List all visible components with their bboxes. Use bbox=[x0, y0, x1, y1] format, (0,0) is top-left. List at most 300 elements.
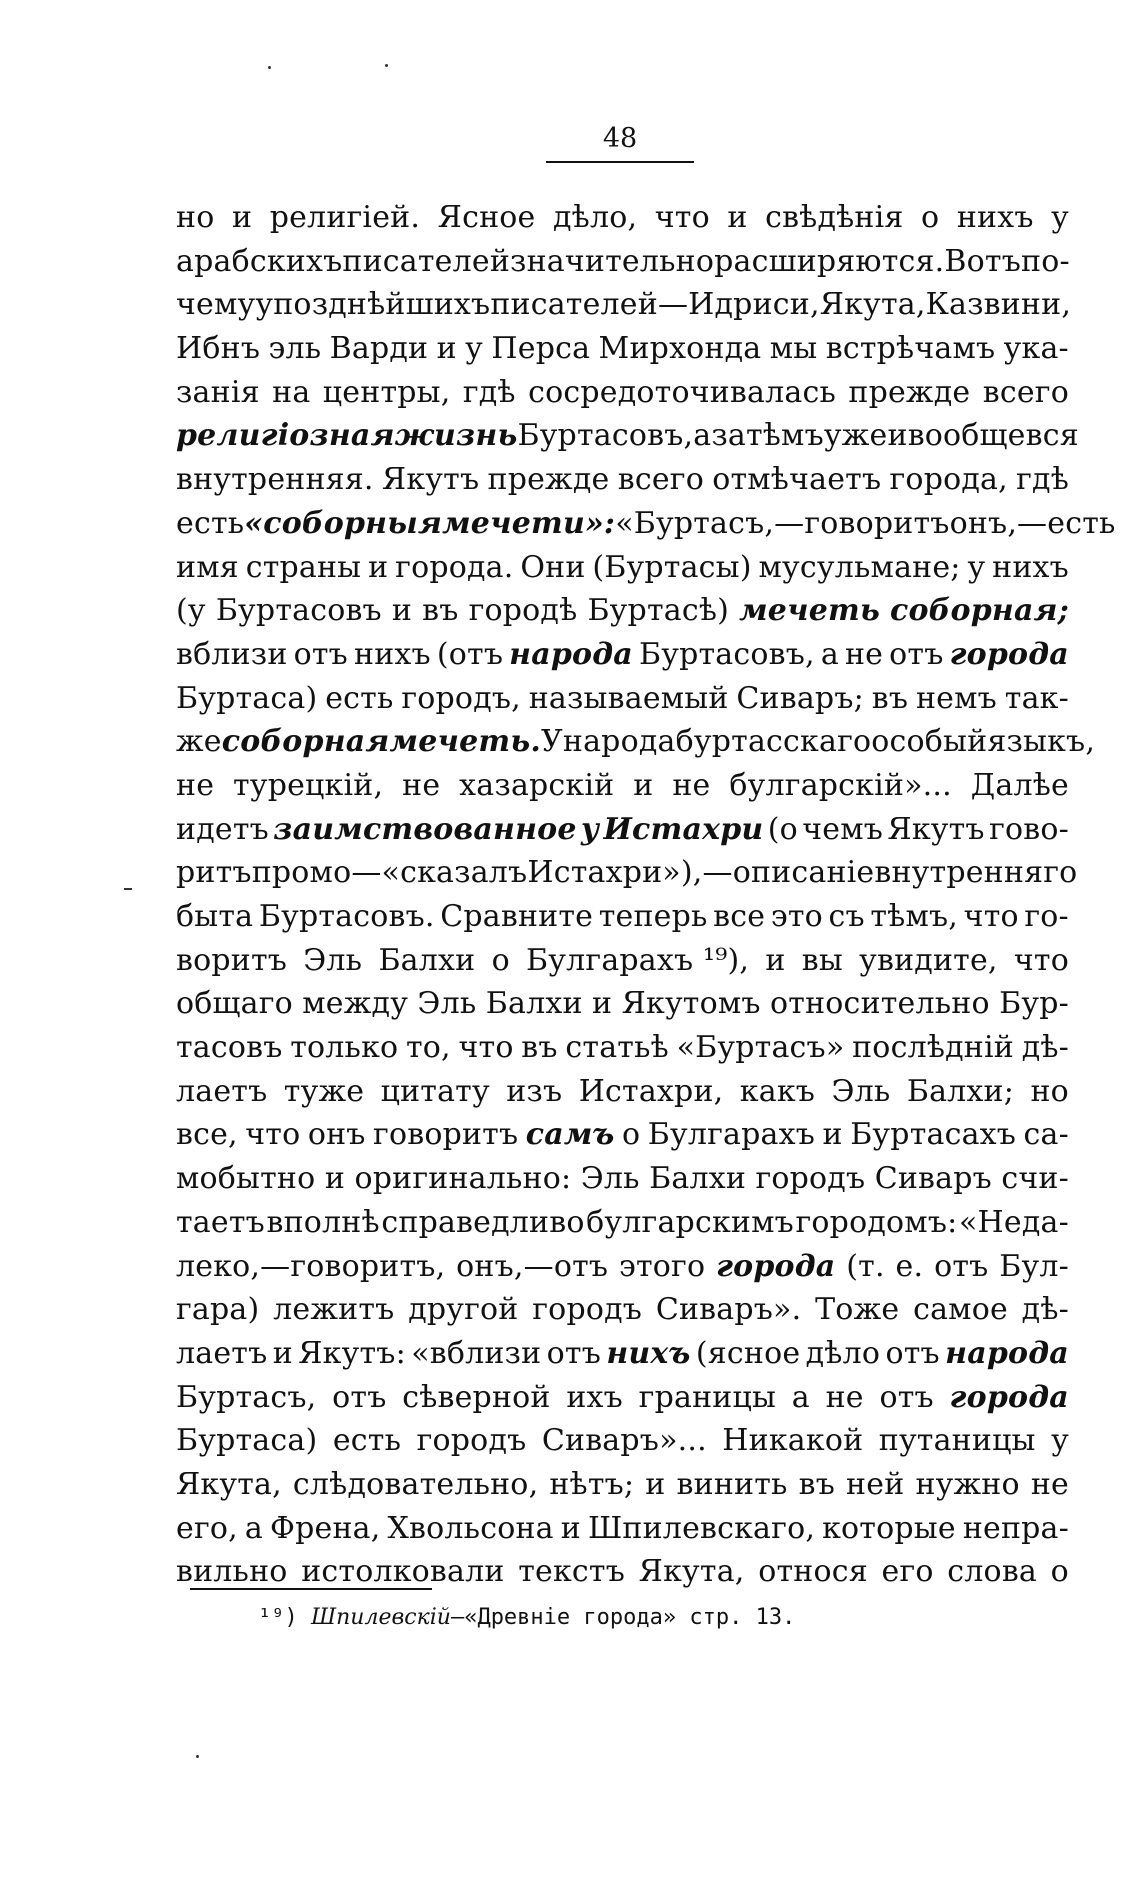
word: оригинально: bbox=[354, 1161, 572, 1197]
word: а bbox=[820, 636, 839, 672]
word: (т. bbox=[846, 1248, 885, 1284]
word: (Буртасы) bbox=[592, 549, 752, 585]
word: у bbox=[1051, 1423, 1069, 1459]
word: туже bbox=[283, 1073, 365, 1109]
word: Шпилевскаго, bbox=[587, 1510, 816, 1546]
word: и bbox=[887, 418, 908, 454]
word: ней bbox=[846, 1466, 905, 1502]
word: не bbox=[176, 767, 215, 803]
text-line bbox=[176, 371, 1069, 415]
word: У bbox=[541, 724, 563, 760]
word: Булгарахъ ¹⁹), bbox=[526, 942, 750, 978]
word: (отъ bbox=[436, 636, 504, 672]
word: есть bbox=[176, 505, 245, 541]
word: воритъ bbox=[176, 942, 288, 978]
word: имя bbox=[176, 549, 239, 585]
word: а bbox=[791, 1379, 810, 1415]
word: то, bbox=[406, 1030, 451, 1066]
word: а bbox=[244, 1510, 263, 1546]
word: у bbox=[255, 287, 274, 323]
word: хазарскiй bbox=[459, 767, 615, 803]
word: чему bbox=[176, 287, 256, 323]
page-speck bbox=[124, 888, 132, 890]
word: идетъ bbox=[176, 811, 269, 847]
text-line bbox=[176, 1288, 1069, 1332]
word: не bbox=[825, 1379, 864, 1415]
emphasized-word: мечеть bbox=[739, 593, 880, 629]
word: городомъ: bbox=[795, 1204, 958, 1240]
word: и bbox=[822, 1117, 843, 1153]
word: Буртасовъ bbox=[215, 593, 382, 629]
word: Вотъ bbox=[944, 243, 1021, 279]
text-line bbox=[176, 1332, 1069, 1376]
word: народа bbox=[562, 724, 676, 760]
word: изъ bbox=[506, 1073, 563, 1109]
emphasized-word: «соборныя bbox=[244, 505, 443, 541]
page-speck bbox=[268, 66, 271, 69]
emphasized-word: жизнь bbox=[394, 418, 518, 454]
word: Никакой bbox=[722, 1423, 864, 1459]
word: называемый bbox=[528, 680, 729, 716]
word: счи- bbox=[1001, 1161, 1069, 1197]
word: писателей bbox=[342, 243, 511, 279]
word: справедливо bbox=[381, 1204, 585, 1240]
word: лежитъ bbox=[273, 1292, 395, 1328]
word: гдѣ bbox=[462, 374, 516, 410]
word: арабскихъ bbox=[176, 243, 343, 279]
word: Хвольсона bbox=[387, 1510, 554, 1546]
word: отъ bbox=[293, 636, 348, 672]
text-line bbox=[176, 1026, 1069, 1070]
word: прежде bbox=[848, 374, 971, 410]
word: Перса bbox=[491, 331, 591, 367]
word: другой bbox=[408, 1292, 519, 1328]
emphasized-word: религiозная bbox=[176, 418, 395, 454]
word: (у bbox=[176, 593, 206, 629]
word: вблизи bbox=[176, 636, 288, 672]
word: са- bbox=[1023, 1117, 1069, 1153]
word: Якутъ: bbox=[298, 1335, 406, 1371]
page-speck bbox=[196, 1755, 199, 1758]
word: «Буртасъ,—говоритъ bbox=[615, 505, 950, 541]
word: но bbox=[176, 200, 215, 235]
text-line bbox=[176, 589, 1069, 633]
word: же bbox=[176, 724, 222, 760]
word: есть bbox=[332, 1423, 402, 1459]
word: увидите, bbox=[859, 942, 998, 978]
word: Якутъ bbox=[887, 811, 985, 847]
word: мусульмане; bbox=[758, 549, 961, 585]
text-line bbox=[176, 720, 1096, 764]
word: истолковали bbox=[301, 1554, 505, 1590]
word: Сиваръ»... bbox=[541, 1423, 707, 1459]
word: въ bbox=[422, 593, 459, 629]
emphasized-word: народа bbox=[945, 1335, 1069, 1371]
word: так- bbox=[1004, 680, 1069, 716]
word: Казвини, bbox=[925, 287, 1072, 323]
word: послѣднiй bbox=[852, 1030, 1014, 1066]
text-line bbox=[176, 1419, 1069, 1463]
word: лаетъ bbox=[176, 1335, 268, 1371]
text-line bbox=[176, 764, 1069, 808]
word: отъ bbox=[332, 1379, 387, 1415]
word: буртасскаго bbox=[675, 724, 872, 760]
word: Сиваръ; bbox=[736, 680, 864, 716]
word: по- bbox=[1021, 243, 1070, 279]
word: (о bbox=[767, 811, 798, 847]
word: Эль bbox=[417, 986, 477, 1022]
word: дѣ- bbox=[1021, 1030, 1069, 1066]
word: промо—«сказалъ bbox=[251, 855, 528, 891]
word: гара) bbox=[176, 1292, 260, 1328]
word: тасовъ bbox=[176, 1030, 283, 1066]
word: Якутомъ bbox=[621, 986, 761, 1022]
footnote-text: —«Древнiе города» стр. 13. bbox=[450, 1605, 796, 1630]
word: текстъ bbox=[518, 1554, 626, 1590]
word: и bbox=[368, 549, 389, 585]
text-line bbox=[176, 808, 1069, 852]
word: чемъ bbox=[802, 811, 884, 847]
word: его bbox=[881, 1554, 934, 1590]
word: Эль bbox=[580, 1161, 640, 1197]
word: Истахри, bbox=[578, 1073, 724, 1109]
word: а bbox=[693, 418, 712, 454]
word: немъ bbox=[915, 680, 997, 716]
word: Буртасъ, bbox=[176, 1379, 317, 1415]
word: нихъ bbox=[992, 549, 1069, 585]
word: которые bbox=[822, 1510, 956, 1546]
word: страны bbox=[245, 549, 362, 585]
text-line bbox=[176, 502, 1116, 546]
word: въ bbox=[871, 680, 909, 716]
word: особый bbox=[871, 724, 988, 760]
word: ритъ bbox=[176, 855, 252, 891]
emphasized-word: соборная; bbox=[890, 593, 1069, 629]
word: Буртасовъ. bbox=[258, 899, 435, 934]
word: но bbox=[1030, 1073, 1069, 1109]
word: нихъ bbox=[354, 636, 431, 672]
word: что bbox=[654, 200, 710, 235]
word: занiя bbox=[176, 374, 260, 410]
text-line bbox=[176, 327, 1069, 371]
word: онъ,—есть bbox=[949, 505, 1116, 541]
word: вообще bbox=[907, 418, 1026, 454]
word: и bbox=[645, 1466, 666, 1502]
word: расширяются. bbox=[714, 243, 945, 279]
word: отъ bbox=[546, 1335, 602, 1371]
page-speck bbox=[385, 64, 388, 67]
word: Якутъ bbox=[381, 462, 480, 498]
text-line bbox=[176, 196, 1069, 240]
word: между bbox=[302, 986, 409, 1022]
word: у bbox=[465, 331, 484, 367]
word: нихъ bbox=[956, 200, 1034, 235]
emphasized-word: нихъ bbox=[606, 1335, 691, 1371]
text-line bbox=[176, 458, 1069, 502]
word: Бур- bbox=[999, 986, 1069, 1022]
text-line bbox=[176, 414, 1079, 458]
emphasized-word: мечети»: bbox=[442, 505, 616, 541]
word: дѣ- bbox=[1021, 1292, 1069, 1328]
page-number: 48 bbox=[602, 123, 638, 154]
word: не bbox=[402, 767, 441, 803]
word: вся bbox=[1025, 418, 1079, 454]
word: слова bbox=[947, 1554, 1037, 1590]
word: у bbox=[1051, 200, 1069, 235]
word: вильно bbox=[176, 1554, 288, 1590]
word: внутренняго bbox=[874, 855, 1078, 891]
word: онъ bbox=[307, 1117, 366, 1153]
word: Буртасахъ bbox=[850, 1117, 1017, 1153]
word: нѣтъ; bbox=[549, 1466, 635, 1502]
word: Мирхонда bbox=[598, 331, 762, 367]
word: что bbox=[458, 1030, 514, 1066]
word: какъ bbox=[739, 1073, 816, 1109]
word: турецкiй, bbox=[233, 767, 384, 803]
word: быта bbox=[176, 899, 254, 934]
word: цитату bbox=[380, 1073, 490, 1109]
word: не bbox=[1030, 1466, 1069, 1502]
word: Сиваръ bbox=[874, 1161, 992, 1197]
word: Буртасовъ, bbox=[517, 418, 694, 454]
word: все bbox=[713, 899, 766, 934]
word: Якута, bbox=[819, 287, 926, 323]
emphasized-word: у bbox=[581, 811, 600, 847]
word: Буртасѣ) bbox=[587, 593, 730, 629]
word: ихъ bbox=[566, 1379, 623, 1415]
header-rule bbox=[546, 161, 694, 163]
word: леко,—говоритъ, bbox=[176, 1248, 446, 1284]
word: на bbox=[272, 374, 311, 410]
word: городъ, bbox=[401, 680, 521, 716]
word: этого bbox=[619, 1248, 706, 1284]
word: лаетъ bbox=[176, 1073, 268, 1109]
word: въ bbox=[798, 1466, 835, 1502]
word: это bbox=[770, 899, 823, 934]
word: что bbox=[963, 899, 1019, 934]
text-line bbox=[176, 633, 1069, 677]
word: путаницы bbox=[878, 1423, 1036, 1459]
word: что bbox=[1013, 942, 1069, 978]
text-line bbox=[176, 1507, 1069, 1551]
word: о bbox=[491, 942, 510, 978]
text-line bbox=[176, 1070, 1069, 1114]
word: булгарскимъ bbox=[586, 1204, 794, 1240]
word: и bbox=[391, 593, 413, 629]
word: Они bbox=[520, 549, 586, 585]
word: винить bbox=[676, 1466, 788, 1502]
word: затѣмъ bbox=[711, 418, 824, 454]
word: слѣдовательно, bbox=[292, 1466, 539, 1502]
word: и bbox=[272, 1335, 293, 1371]
word: границы bbox=[638, 1379, 777, 1415]
word: все, bbox=[176, 1117, 238, 1153]
text-line bbox=[176, 283, 1072, 327]
word: дѣло, bbox=[553, 200, 638, 235]
word: Балхи bbox=[649, 1161, 747, 1197]
word: вы bbox=[801, 942, 843, 978]
word: самое bbox=[913, 1292, 1008, 1328]
word: Бул- bbox=[999, 1248, 1069, 1284]
word: Френа, bbox=[270, 1510, 381, 1546]
word: мобытно bbox=[176, 1161, 316, 1197]
word: «вблизи bbox=[411, 1335, 542, 1371]
word: ука- bbox=[1003, 331, 1069, 367]
word: значительно bbox=[510, 243, 715, 279]
word: го- bbox=[1024, 899, 1069, 934]
emphasized-word: города bbox=[949, 1379, 1069, 1415]
word: и bbox=[765, 942, 786, 978]
word: булгарскiй»... bbox=[729, 767, 952, 803]
word: всего bbox=[982, 374, 1069, 410]
word: встрѣчамъ bbox=[825, 331, 996, 367]
text-line bbox=[176, 1463, 1069, 1507]
word: не bbox=[672, 767, 711, 803]
word: Сиваръ». bbox=[655, 1292, 802, 1328]
word: статьѣ bbox=[565, 1030, 669, 1066]
text-line bbox=[176, 677, 1069, 721]
footnote-marker: ¹⁹) bbox=[258, 1605, 298, 1630]
word: и bbox=[592, 986, 613, 1022]
word: и bbox=[633, 767, 654, 803]
word: Якута, bbox=[638, 1554, 745, 1590]
word: и bbox=[436, 331, 457, 367]
emphasized-word: мечеть. bbox=[389, 724, 542, 760]
word: относительно bbox=[770, 986, 990, 1022]
word: отъ bbox=[885, 1335, 940, 1371]
text-line bbox=[176, 1157, 1069, 1201]
word: внутренняя. bbox=[176, 462, 374, 498]
text-line bbox=[176, 851, 1078, 895]
word: въ bbox=[521, 1030, 558, 1066]
word: не bbox=[844, 636, 884, 672]
word: Эль bbox=[303, 942, 363, 978]
word: «Неда- bbox=[959, 1204, 1069, 1240]
emphasized-word: соборная bbox=[221, 724, 390, 760]
word: эль bbox=[268, 331, 322, 367]
text-line bbox=[176, 1113, 1069, 1157]
word: религiей. bbox=[269, 200, 421, 235]
word: уже bbox=[823, 418, 888, 454]
word: онъ,—отъ bbox=[456, 1248, 609, 1284]
word: (ясное bbox=[695, 1335, 801, 1371]
word: Тоже bbox=[815, 1292, 900, 1328]
word: нужно bbox=[915, 1466, 1020, 1502]
word: Буртаса) bbox=[176, 680, 318, 716]
word: е. bbox=[895, 1248, 924, 1284]
emphasized-word: народа bbox=[509, 636, 633, 672]
word: сѣверной bbox=[402, 1379, 551, 1415]
word: относя bbox=[758, 1554, 868, 1590]
word: сосредоточивалась bbox=[528, 374, 836, 410]
word: съ bbox=[828, 899, 865, 934]
word: писателей—Идриси, bbox=[490, 287, 820, 323]
emphasized-word: города bbox=[949, 636, 1069, 672]
text-line bbox=[176, 240, 1069, 284]
word: Буртасовъ, bbox=[639, 636, 815, 672]
word: свѣдѣнiя bbox=[765, 200, 904, 235]
word: и bbox=[324, 1161, 346, 1197]
word: Балхи bbox=[485, 986, 583, 1022]
word: Якута, bbox=[176, 1466, 282, 1502]
word: городъ bbox=[532, 1292, 643, 1328]
emphasized-word: самъ bbox=[525, 1117, 615, 1153]
text-line bbox=[176, 939, 1069, 983]
word: городъ bbox=[755, 1161, 866, 1197]
word: позднѣйшихъ bbox=[273, 287, 491, 323]
word: отъ bbox=[889, 636, 944, 672]
word: городъ bbox=[416, 1423, 527, 1459]
text-line bbox=[176, 982, 1069, 1026]
text-line bbox=[176, 546, 1069, 590]
text-line bbox=[176, 1201, 1069, 1245]
footnote-rule bbox=[190, 1588, 432, 1590]
word: города. bbox=[395, 549, 514, 585]
footnote-author: Шпилевскiй bbox=[311, 1605, 451, 1630]
word: у bbox=[967, 549, 986, 585]
word: вполнѣ bbox=[266, 1204, 380, 1240]
word: гдѣ bbox=[1016, 462, 1069, 498]
word: Балхи; bbox=[906, 1073, 1015, 1109]
word: Ибнъ bbox=[176, 331, 261, 367]
word: Ясное bbox=[437, 200, 536, 235]
word: центры, bbox=[322, 374, 451, 410]
word: Варди bbox=[329, 331, 429, 367]
word: городѣ bbox=[468, 593, 578, 629]
body-text bbox=[176, 196, 1116, 1594]
word: гово- bbox=[989, 811, 1069, 847]
word: его, bbox=[176, 1510, 238, 1546]
word: о bbox=[921, 200, 940, 235]
word: прежде bbox=[487, 462, 610, 498]
word: Буртаса) bbox=[176, 1423, 318, 1459]
footnote bbox=[258, 1604, 795, 1632]
text-line bbox=[176, 1376, 1069, 1420]
text-line bbox=[176, 1245, 1069, 1289]
text-line bbox=[176, 895, 1069, 939]
word: Истахри»),—описанiе bbox=[527, 855, 875, 891]
word: есть bbox=[325, 680, 394, 716]
word: Сравните bbox=[440, 899, 594, 934]
word: тѣмъ, bbox=[870, 899, 959, 934]
word: всего bbox=[617, 462, 704, 498]
word: таетъ bbox=[176, 1204, 265, 1240]
word: Эль bbox=[831, 1073, 891, 1109]
word: только bbox=[290, 1030, 399, 1066]
word: и bbox=[727, 200, 748, 235]
word: отъ bbox=[879, 1379, 934, 1415]
word: языкъ, bbox=[987, 724, 1096, 760]
word: Булгарахъ bbox=[647, 1117, 816, 1153]
word: говоритъ bbox=[373, 1117, 519, 1153]
word: и bbox=[560, 1510, 581, 1546]
word: непра- bbox=[962, 1510, 1069, 1546]
word: и bbox=[231, 200, 253, 235]
word: общаго bbox=[176, 986, 293, 1022]
word: «Буртасъ» bbox=[676, 1030, 845, 1066]
word: Далѣе bbox=[970, 767, 1069, 803]
word: о bbox=[622, 1117, 641, 1153]
emphasized-word: заимствованное bbox=[273, 811, 577, 847]
word: что bbox=[245, 1117, 301, 1153]
word: мы bbox=[769, 331, 818, 367]
emphasized-word: города bbox=[716, 1248, 836, 1284]
word: теперь bbox=[598, 899, 708, 934]
word: Балхи bbox=[378, 942, 476, 978]
word: дѣло bbox=[805, 1335, 881, 1371]
word: отъ bbox=[934, 1248, 989, 1284]
word: отмѣчаетъ bbox=[712, 462, 882, 498]
